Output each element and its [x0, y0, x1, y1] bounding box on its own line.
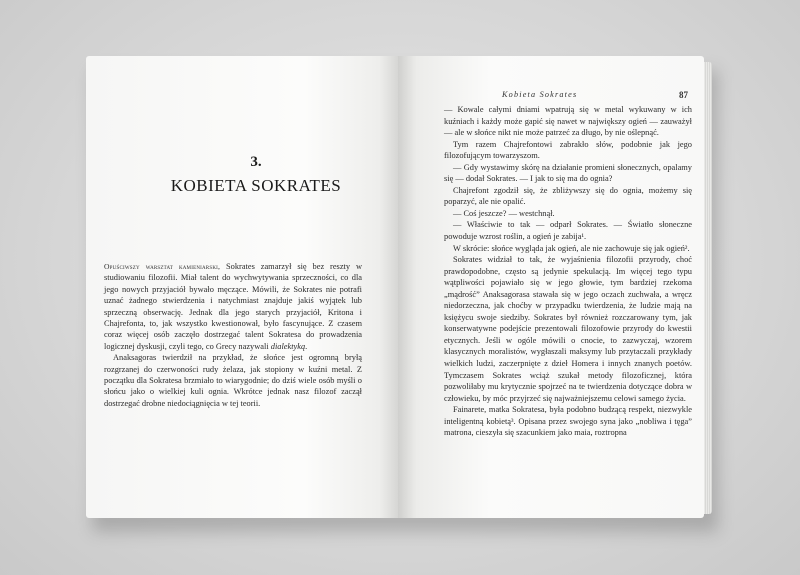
paragraph: — Coś jeszcze? — westchnął. [453, 208, 555, 218]
left-page [86, 56, 398, 518]
page-number: 87 [679, 90, 688, 100]
paragraph: W skrócie: słońce wygląda jak ogień, ale nie zachowuje się jak ogień². [453, 243, 690, 253]
chapter-number: 3. [250, 154, 262, 170]
running-head: Kobieta Sokrates [502, 90, 578, 99]
page-header [444, 90, 692, 102]
left-body-text [104, 261, 362, 409]
lead-in: Opuściwszy warsztat kamieniarski, [104, 262, 221, 271]
paragraph: — Gdy wystawimy skórę na działanie promieni słonecznych, opalamy się — dodał Sokrates. — I jak to się ma do ognia? [444, 162, 692, 184]
paragraph: Chajrefont zgodził się, że zbliżywszy się do ognia, możemy się poparzyć, ale nie opalić. [444, 185, 692, 207]
paragraph: — Kowale całymi dniami wpatrują się w metal wykuwany w ich kuźniach i każdy może gapić się nawet w największy ogień — zauważył — ale w słońce nikt nie może patrzeć za długo, by nie oślepnąć. [444, 105, 692, 138]
paragraph: Tym razem Chajrefontowi zabrakło słów, podobnie jak jego filozofującym towarzyszom. [444, 139, 692, 161]
paragraph: — Właściwie to tak — odparł Sokrates. — Światło słoneczne powoduje wzrost roślin, a ogień je zabija¹. [444, 220, 692, 242]
paragraph: Sokrates widział to tak, że wyjaśnienia filozofii przyrody, choć prawdopodobne, często są jedynie spekulacją. Im więcej tego typu wątpliwości pojawiało się w jego głowie, tym bardziej rzekoma „mądrość” Anaksagorasa stawała się w jego oczach zuchwała, a wręcz niedorzeczna, jak choćby w przypadku twierdzenia, że ludzie mają na księżycu swoje siedziby. Sokrates był również rozczarowany tym, jak konserwatywne podejście prezentowali filozofowie przyrody do kwestii etycznych. Jeśli w ogóle mówili o cnocie, to zazwyczaj, wzorem klasycznych moralistów, wygłaszali maksymy lub przytaczali przykłady wielkich ludzi, zaczerpnięte z dzieł Homera i innych znanych poetów. Tymczasem Sokrates wciąż szukał metody filozoficznej, która pozwoliłaby mu krytycznie spojrzeć na te twierdzenia dotyczące dobra w człowieku, by móc przyjrzeć się najważniejszemu celowi samego życia. [444, 255, 692, 403]
right-body-text [444, 104, 692, 439]
paragraph: Fainarete, matka Sokratesa, była podobno budzącą respekt, niezwykle inteligentną kobietą³. Opisana przez swojego syna jako „nobliwa i tęga” matrona, cieszyła się szacunkiem jako maia, roztropna [444, 405, 692, 438]
chapter-title: KOBIETA SOKRATES [170, 176, 342, 195]
open-book [86, 56, 716, 526]
paragraph: Anaksagoras twierdził na przykład, że słońce jest ogromną bryłą rozgrzanej do czerwoności rudy żelaza, jak stopiony w kuźni metal. Z początku dla Sokratesa brzmiało to wiarygodnie; do dziś wiele osób myśli o słońcu jako o wielkiej kuli ognia. Wkrótce jednak nasz filozof zaczął dostrzegać drobne niedociągnięcia w tej teorii. [104, 353, 362, 408]
paragraph: Opuściwszy warsztat kamieniarski, Sokrates zamarzył się bez reszty w studiowaniu filozofii. Miał talent do wychwytywania sprzeczności, co dla jego nowych przyjaciół bywało męczące. Mówili, że Sokrates nie potrafi uznać żadnego stwierdzenia i natychmiast znajduje jakiś wyjątek lub sprzeczną obserwację. Jednak dla jego starych przyjaciół, Kritona i Chajrefonta, to, jak wszystko kwestionował, było fascynujące. Z czasem coraz więcej osób zaczęło dostrzegać talent Sokratesa do prowadzenia logicznej dyskusji, czyli tego, co Grecy nazywali dialektyką. [104, 262, 362, 351]
page-edges [704, 62, 712, 514]
